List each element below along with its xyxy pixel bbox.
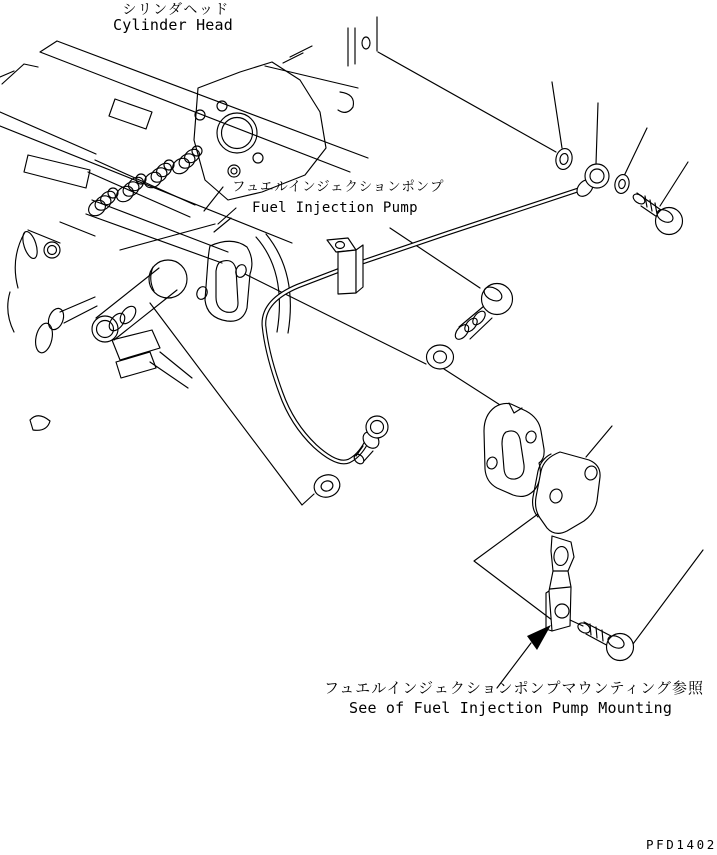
banjo-fitting-lower bbox=[352, 416, 388, 466]
washer-top-1 bbox=[554, 147, 574, 171]
label-fuel-injection-pump-jp: フュエルインジェクションポンプ bbox=[232, 179, 445, 195]
banjo-fitting-upper bbox=[574, 164, 609, 199]
cylinder-head-drawing bbox=[0, 17, 377, 430]
pump-mounting-plate-drawing bbox=[195, 234, 290, 333]
label-cylinder-head-jp: シリンダヘッド bbox=[122, 2, 230, 18]
label-fuel-injection-pump-en: Fuel Injection Pump bbox=[252, 200, 418, 216]
injectors-drawing bbox=[86, 146, 202, 219]
label-pump-mounting-jp: フュエルインジェクションポンプマウンティング参照 bbox=[324, 679, 705, 697]
drawing-number: PFD1402 bbox=[646, 837, 717, 852]
label-pump-mounting-en: See of Fuel Injection Pump Mounting bbox=[349, 699, 673, 717]
washer-top-2 bbox=[613, 173, 631, 194]
pipe-clamp-drawing bbox=[327, 238, 363, 294]
bolt-bracket bbox=[576, 621, 633, 661]
bolt-middle bbox=[453, 284, 513, 342]
washer-middle bbox=[427, 345, 454, 369]
mounting-bracket-drawing bbox=[546, 536, 583, 631]
bolt-top-right bbox=[631, 192, 682, 235]
label-cylinder-head-en: Cylinder Head bbox=[113, 16, 233, 34]
fuel-injection-pump-drawing bbox=[46, 224, 215, 388]
cover-plate-drawing bbox=[533, 452, 601, 533]
washer-lower-left bbox=[311, 472, 343, 501]
leader-lines bbox=[150, 52, 703, 644]
gasket-drawing bbox=[484, 403, 544, 496]
